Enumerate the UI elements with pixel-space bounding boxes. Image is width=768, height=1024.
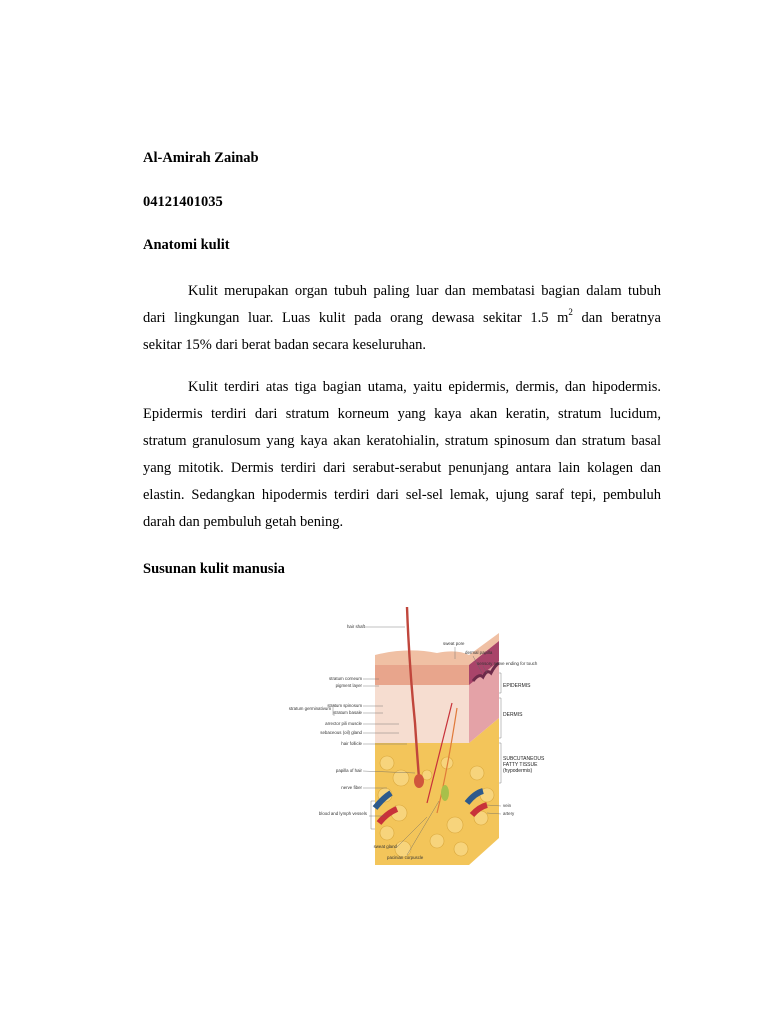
label-arrector-pili: arrector pili muscle: [325, 721, 362, 726]
paragraph-2-line-1: Kulit terdiri atas tiga bagian utama, yaitu epidermis, dermis, dan hipodermis.: [188, 379, 661, 395]
label-sebaceous-gland: sebaceous (oil) gland: [320, 730, 362, 735]
skin-anatomy-figure: [287, 603, 562, 865]
label-stratum-spinosum: stratum spinosum: [327, 703, 362, 708]
label-hypodermis: (hypodermis): [503, 768, 533, 774]
paragraph-2: [143, 374, 661, 536]
label-vein: vein: [503, 803, 512, 808]
label-blood-lymph-vessels: blood and lymph vessels: [318, 811, 367, 816]
label-dermis: DERMIS: [503, 712, 523, 718]
label-artery: artery: [503, 811, 515, 816]
paragraph-1-line-2a: dari lingkungan luar. Luas kulit pada orang dewasa sekitar 1.5 m: [143, 310, 569, 326]
hair-papilla: [414, 774, 424, 788]
section-title-susunan: Susunan kulit manusia: [143, 561, 285, 577]
author-name: Al-Amirah Zainab: [143, 150, 259, 166]
label-sweat-gland: sweat gland: [373, 844, 397, 849]
paragraph-1-line-1: Kulit merupakan organ tubuh paling luar dan membatasi bagian dalam tubuh: [188, 283, 661, 299]
label-sensory-nerve: sensory nerve ending for touch: [477, 661, 538, 666]
paragraph-2-line-5: elastin. Sedangkan hipodermis terdiri dari sel-sel lemak, ujung saraf tepi, pembuluh: [143, 487, 661, 503]
student-id: 04121401035: [143, 194, 223, 210]
paragraph-1-line-3: sekitar 15% dari berat badan secara keseluruhan.: [143, 337, 427, 353]
label-nerve-fiber: nerve fiber: [341, 785, 362, 790]
label-dermal-papilla: dermal papilla: [465, 650, 493, 655]
label-fatty-tissue: FATTY TISSUE: [503, 762, 538, 768]
skin-anatomy-illustration: [287, 603, 562, 865]
label-papilla-of-hair: papilla of hair: [335, 768, 362, 773]
label-pacinian-corpuscle: pacinian corpuscle: [387, 855, 424, 860]
label-subcutaneous: SUBCUTANEOUS: [503, 756, 545, 762]
dermis-front: [375, 685, 469, 743]
label-sweat-pore: sweat pore: [443, 641, 465, 646]
paragraph-1: [143, 278, 661, 359]
pacinian-corpuscle-shape: [441, 785, 449, 801]
label-pigment-layer: pigment layer: [335, 683, 362, 688]
paragraph-1-line-2: [143, 305, 661, 332]
paragraph-2-line-6: darah dan pembuluh getah bening.: [143, 514, 344, 530]
label-epidermis: EPIDERMIS: [503, 683, 531, 689]
paragraph-1-line-2b: dan beratnya: [572, 310, 661, 326]
label-stratum-corneum: stratum corneum: [329, 676, 362, 681]
label-hair-shaft: hair shaft: [346, 624, 365, 629]
label-hair-follicle: hair follicle: [341, 741, 362, 746]
paragraph-2-line-3: stratum granulosum yang kaya akan keratohialin, stratum spinosum dan stratum basal: [143, 433, 661, 449]
paragraph-2-line-2: Epidermis terdiri dari stratum korneum yang kaya akan keratin, stratum lucidum,: [143, 406, 661, 422]
label-stratum-germinativum: stratum germinativum: [288, 706, 331, 711]
section-title-anatomi: Anatomi kulit: [143, 237, 230, 253]
paragraph-2-line-4: yang mitotik. Dermis terdiri dari serabut-serabut penunjang antara lain kolagen dan: [143, 460, 661, 476]
superscript-2: 2: [568, 307, 573, 318]
label-stratum-basale: stratum basale: [333, 710, 362, 715]
